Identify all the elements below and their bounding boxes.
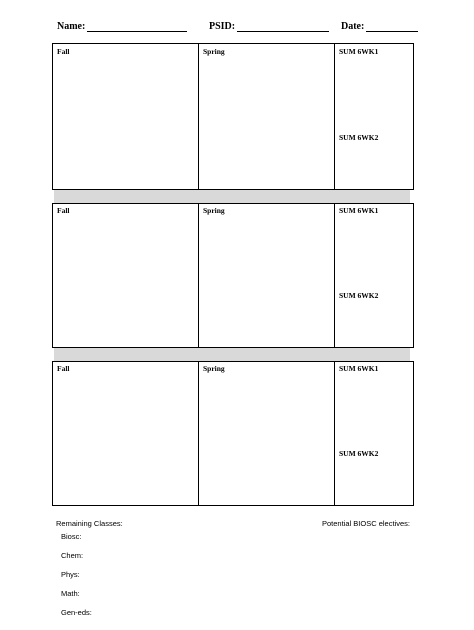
fall-column[interactable] xyxy=(53,44,199,189)
fall-column[interactable] xyxy=(53,362,199,505)
date-label: Date: xyxy=(341,21,365,32)
sum-6wk2-label: SUM 6WK2 xyxy=(339,133,379,142)
psid-field[interactable] xyxy=(209,21,329,32)
summer-column[interactable] xyxy=(335,362,413,505)
biosc-item: Biosc: xyxy=(61,532,82,541)
fall-label: Fall xyxy=(57,47,70,56)
term-block-1 xyxy=(52,43,414,190)
summer-column[interactable] xyxy=(335,44,413,189)
sum-6wk1-label: SUM 6WK1 xyxy=(339,206,379,215)
sum-6wk1-label: SUM 6WK1 xyxy=(339,364,379,373)
date-field[interactable] xyxy=(341,21,418,32)
remaining-classes-title: Remaining Classes: xyxy=(56,519,123,528)
spring-column[interactable] xyxy=(199,362,335,505)
spring-label: Spring xyxy=(203,364,225,373)
fall-column[interactable] xyxy=(53,204,199,347)
spring-column[interactable] xyxy=(199,204,335,347)
chem-item: Chem: xyxy=(61,551,84,560)
header-row xyxy=(57,21,417,37)
name-blank-line[interactable] xyxy=(87,21,187,32)
spring-column[interactable] xyxy=(199,44,335,189)
block-separator xyxy=(54,190,410,204)
sum-6wk2-label: SUM 6WK2 xyxy=(339,291,379,300)
fall-label: Fall xyxy=(57,364,70,373)
term-block-2 xyxy=(52,203,414,348)
name-label: Name: xyxy=(57,21,86,32)
phys-item: Phys: xyxy=(61,570,80,579)
spring-label: Spring xyxy=(203,47,225,56)
sum-6wk2-label: SUM 6WK2 xyxy=(339,449,379,458)
block-separator xyxy=(54,348,410,362)
fall-label: Fall xyxy=(57,206,70,215)
term-block-3 xyxy=(52,361,414,506)
gen-eds-item: Gen-eds: xyxy=(61,608,92,617)
sum-6wk1-label: SUM 6WK1 xyxy=(339,47,379,56)
name-field[interactable] xyxy=(57,21,187,32)
summer-column[interactable] xyxy=(335,204,413,347)
spring-label: Spring xyxy=(203,206,225,215)
psid-label: PSID: xyxy=(209,21,236,32)
date-blank-line[interactable] xyxy=(366,21,418,32)
biosc-electives-title: Potential BIOSC electives: xyxy=(322,519,410,528)
math-item: Math: xyxy=(61,589,80,598)
psid-blank-line[interactable] xyxy=(237,21,329,32)
